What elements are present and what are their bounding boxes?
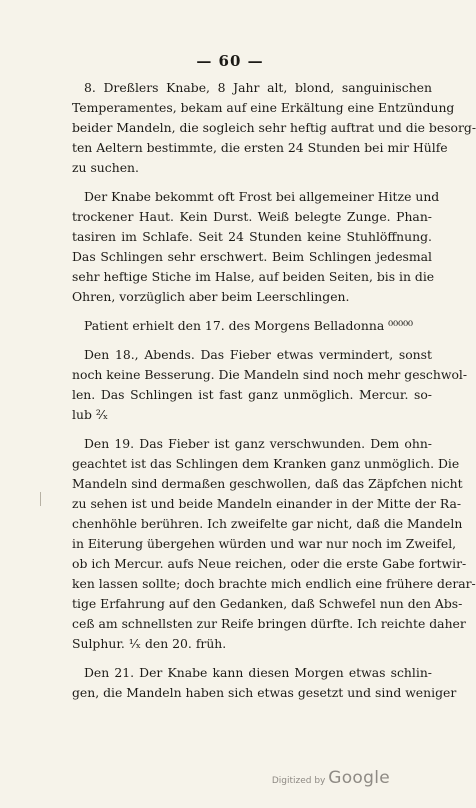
text-line: ken lassen sollte; doch brachte mich endlich eine frühere derar- [72, 576, 476, 591]
paragraph [72, 663, 457, 703]
paragraph [72, 345, 468, 425]
text-line: trockener Haut. Kein Durst. Weiß belegte Zunge. Phan- [72, 209, 432, 224]
text-line: Das Schlingen sehr erschwert. Beim Schlingen jedesmal [72, 249, 432, 264]
text-line: len. Das Schlingen ist fast ganz unmöglich. Mercur. so- [72, 387, 432, 402]
digitized-by-text: Digitized by [271, 776, 326, 786]
text-line: ob ich Mercur. aufs Neue reichen, oder die erste Gabe fortwir- [72, 556, 467, 571]
text-line: 8. Dreßlers Knabe, 8 Jahr alt, blond, sanguinischen [84, 80, 432, 95]
text-line: Sulphur. ⅟ₓ den 20. früh. [72, 636, 227, 651]
text-line: sehr heftige Stiche im Halse, auf beiden Seiten, bis in die [72, 269, 435, 284]
text-line: geachtet ist das Schlingen dem Kranken ganz unmöglich. Die [72, 456, 460, 471]
text-line: Der Knabe bekommt oft Frost bei allgemeiner Hitze und [84, 189, 440, 204]
margin-mark [40, 492, 41, 506]
text-line: Ohren, vorzüglich aber beim Leerschlingen. [72, 289, 350, 304]
text-line: beider Mandeln, die sogleich sehr heftig auftrat und die besorg- [72, 120, 476, 135]
paragraph [72, 78, 476, 178]
text-line: ten Aeltern bestimmte, die ersten 24 Stunden bei mir Hülfe [72, 140, 448, 155]
text-line: noch keine Besserung. Die Mandeln sind noch mehr geschwol- [72, 367, 468, 382]
page-number: — 60 — [196, 52, 264, 70]
text-line: chenhöhle berühren. Ich zweifelte gar nicht, daß die Mandeln [72, 516, 463, 531]
page-text [72, 78, 476, 712]
paragraph [72, 316, 432, 336]
text-line: Den 19. Das Fieber ist ganz verschwunden. Dem ohn- [84, 436, 432, 451]
text-line: Mandeln sind dermaßen geschwollen, daß das Zäpfchen nicht [72, 476, 463, 491]
text-line: ceß am schnellsten zur Reife bringen dürfte. Ich reichte daher [72, 616, 466, 631]
text-line: lub ²⁄ₓ [72, 407, 109, 422]
text-line: in Eiterung übergehen würden und war nur noch im Zweifel, [72, 536, 457, 551]
text-line: zu sehen ist und beide Mandeln einander in der Mitte der Ra- [72, 496, 462, 511]
paragraph [72, 434, 476, 654]
digitized-watermark [272, 768, 390, 788]
text-line: gen, die Mandeln haben sich etwas gesetzt und sind weniger [72, 685, 457, 700]
text-line: tasiren im Schlafe. Seit 24 Stunden keine Stuhlöffnung. [72, 229, 432, 244]
text-line: zu suchen. [72, 160, 139, 175]
text-line: Temperamentes, bekam auf eine Erkältung eine Entzündung [72, 100, 455, 115]
google-logo-text: Google [328, 768, 390, 788]
text-line: Patient erhielt den 17. des Morgens Belladonna ⁰⁰⁰⁰⁰ [84, 318, 414, 333]
text-line: Den 21. Der Knabe kann diesen Morgen etwas schlin- [84, 665, 432, 680]
paragraph [72, 187, 440, 307]
text-line: Den 18., Abends. Das Fieber etwas vermindert, sonst [84, 347, 432, 362]
text-line: tige Erfahrung auf den Gedanken, daß Schwefel nun den Abs- [72, 596, 463, 611]
